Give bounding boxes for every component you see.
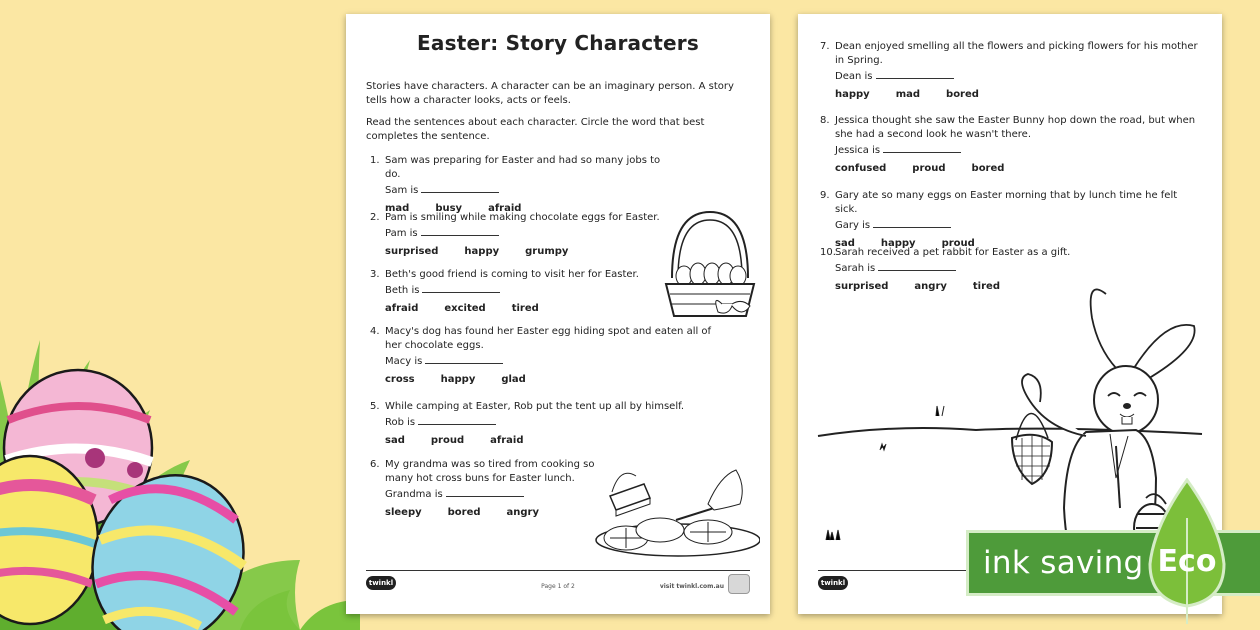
question-number: 1. xyxy=(370,155,380,166)
instructions-paragraph: Read the sentences about each character. Circle the word that best completes the sentence. xyxy=(366,117,705,142)
answer-blank[interactable] xyxy=(418,414,496,425)
answer-prompt: Dean is xyxy=(835,71,873,82)
question-text: While camping at Easter, Rob put the tent up all by himself. xyxy=(385,401,685,412)
answer-option[interactable]: sad xyxy=(385,435,405,446)
answer-option[interactable]: cross xyxy=(385,374,415,385)
question-text: My grandma was so tired from cooking so many hot cross buns for Easter lunch. xyxy=(385,459,595,484)
answer-option[interactable]: glad xyxy=(501,374,526,385)
question-text: Jessica thought she saw the Easter Bunny hop down the road, but when she had a second look he wasn't there. xyxy=(835,115,1196,140)
question-5 xyxy=(370,400,690,448)
eco-badge-label: Eco xyxy=(1157,544,1217,579)
question-text: Pam is smiling while making chocolate eggs for Easter. xyxy=(385,212,660,223)
question-text: Macy's dog has found her Easter egg hiding spot and eaten all of her chocolate eggs. xyxy=(385,326,712,351)
question-text: Beth's good friend is coming to visit her for Easter. xyxy=(385,269,639,280)
question-number: 8. xyxy=(820,115,830,126)
question-number: 10. xyxy=(820,247,836,258)
answer-option[interactable]: happy xyxy=(835,89,870,100)
answer-option[interactable]: bored xyxy=(971,163,1005,174)
answer-option[interactable]: angry xyxy=(914,281,947,292)
question-number: 9. xyxy=(820,190,830,201)
answer-option[interactable]: bored xyxy=(946,89,979,100)
answer-option[interactable]: angry xyxy=(506,507,540,518)
answer-blank[interactable] xyxy=(421,225,499,236)
answer-option[interactable]: confused xyxy=(835,163,887,174)
worksheet-page-1 xyxy=(346,14,770,614)
answer-blank[interactable] xyxy=(878,260,956,271)
answer-option[interactable]: tired xyxy=(972,281,1000,292)
answer-option[interactable]: proud xyxy=(430,435,465,446)
answer-prompt: Sam is xyxy=(385,185,419,196)
answer-blank[interactable] xyxy=(446,486,524,497)
answer-prompt: Macy is xyxy=(385,356,423,367)
question-text: Sam was preparing for Easter and had so many jobs to do. xyxy=(385,155,661,180)
question-number: 2. xyxy=(370,212,380,223)
answer-blank[interactable] xyxy=(873,217,951,228)
intro-paragraph: Stories have characters. A character can be an imaginary person. A story tells how a character looks, acts or feels. xyxy=(366,81,734,106)
question-7 xyxy=(820,40,1200,102)
answer-blank[interactable] xyxy=(883,142,961,153)
site-link[interactable]: visit twinkl.com.au xyxy=(659,583,724,590)
answer-option[interactable]: happy xyxy=(880,238,916,249)
question-number: 6. xyxy=(370,459,380,470)
question-8 xyxy=(820,114,1200,176)
answer-option[interactable]: grumpy xyxy=(525,246,569,257)
question-4 xyxy=(370,325,715,387)
footer-divider xyxy=(366,570,750,571)
answer-option[interactable]: sad xyxy=(835,238,855,249)
easter-eggs-grass-illustration xyxy=(0,0,360,630)
answer-option[interactable]: busy xyxy=(435,203,463,214)
question-number: 5. xyxy=(370,401,380,412)
page-number: Page 1 of 2 xyxy=(541,583,575,590)
answer-option[interactable]: surprised xyxy=(835,281,889,292)
question-3 xyxy=(370,268,670,316)
hot-cross-buns-icon xyxy=(590,446,760,560)
answer-blank[interactable] xyxy=(425,353,503,364)
answer-option[interactable]: sleepy xyxy=(385,507,422,518)
answer-option[interactable]: surprised xyxy=(385,246,439,257)
question-1 xyxy=(370,154,670,216)
answer-prompt: Rob is xyxy=(385,417,416,428)
answer-option[interactable]: tired xyxy=(511,303,539,314)
answer-blank[interactable] xyxy=(876,68,954,79)
answer-option[interactable]: proud xyxy=(941,238,975,249)
question-text: Sarah received a pet rabbit for Easter as a gift. xyxy=(835,247,1071,258)
ink-saving-label: ink saving xyxy=(983,545,1144,581)
answer-option[interactable]: proud xyxy=(912,163,946,174)
quality-badge-icon xyxy=(728,574,750,594)
answer-option[interactable]: happy xyxy=(440,374,476,385)
answer-option[interactable]: excited xyxy=(444,303,486,314)
answer-prompt: Jessica is xyxy=(835,145,881,156)
question-number: 7. xyxy=(820,41,830,52)
answer-option[interactable]: afraid xyxy=(488,203,522,214)
twinkl-logo: twinkl xyxy=(818,576,848,590)
answer-option[interactable]: mad xyxy=(895,89,921,100)
question-text: Gary ate so many eggs on Easter morning that by lunch time he felt sick. xyxy=(835,190,1178,215)
question-9 xyxy=(820,189,1200,251)
question-2 xyxy=(370,211,670,259)
answer-prompt: Pam is xyxy=(385,228,418,239)
answer-option[interactable]: afraid xyxy=(490,435,524,446)
easter-basket-icon xyxy=(662,206,758,322)
question-number: 4. xyxy=(370,326,380,337)
question-6 xyxy=(370,458,602,520)
answer-option[interactable]: mad xyxy=(385,203,410,214)
page-title: Easter: Story Characters xyxy=(417,31,699,55)
question-text: Dean enjoyed smelling all the flowers and picking flowers for his mother in Spring. xyxy=(835,41,1198,66)
question-number: 3. xyxy=(370,269,380,280)
answer-option[interactable]: happy xyxy=(464,246,500,257)
answer-blank[interactable] xyxy=(422,282,500,293)
answer-blank[interactable] xyxy=(421,182,499,193)
answer-option[interactable]: bored xyxy=(447,507,481,518)
answer-prompt: Sarah is xyxy=(835,263,876,274)
answer-option[interactable]: afraid xyxy=(385,303,419,314)
answer-prompt: Beth is xyxy=(385,285,420,296)
answer-prompt: Gary is xyxy=(835,220,871,231)
answer-prompt: Grandma is xyxy=(385,489,443,500)
twinkl-logo: twinkl xyxy=(366,576,396,590)
